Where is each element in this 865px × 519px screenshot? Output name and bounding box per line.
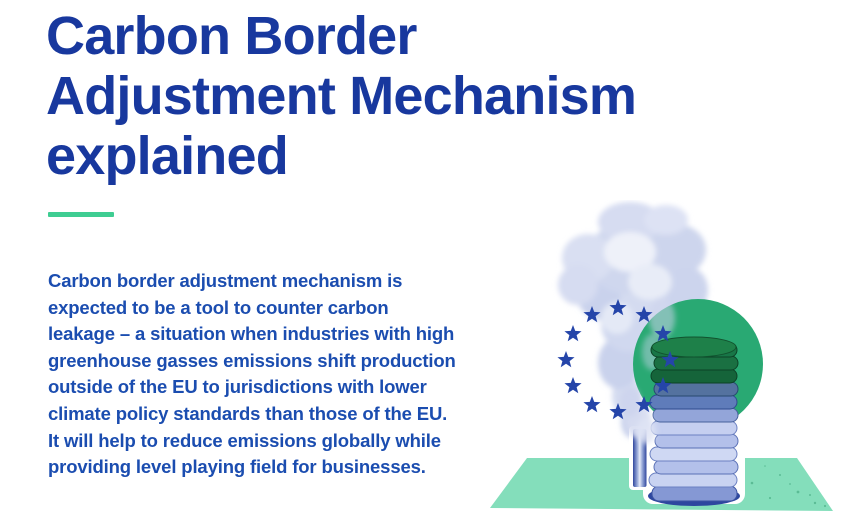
paragraph-line: expected to be a tool to counter carbon (48, 296, 389, 318)
accent-divider (48, 212, 114, 217)
top-coin-face (652, 337, 736, 357)
coin-stack (648, 337, 740, 506)
eu-star-icon (564, 377, 581, 393)
paragraph-line: climate policy standards than those of the EU. (48, 402, 448, 424)
cbam-illustration (480, 200, 865, 519)
paragraph-line: providing level playing field for businesses. (48, 456, 426, 478)
eu-star-icon (557, 351, 574, 367)
title-line-1: Carbon Border (46, 6, 417, 66)
intro-paragraph (48, 268, 518, 481)
title-line-3: explained (46, 126, 288, 186)
paragraph-line: greenhouse gasses emissions shift production (48, 349, 456, 371)
eu-star-icon (564, 325, 581, 341)
page-title (46, 6, 706, 186)
paragraph-line: It will help to reduce emissions globally while (48, 429, 441, 451)
paragraph-line: outside of the EU to jurisdictions with lower (48, 376, 427, 398)
paragraph-line: Carbon border adjustment mechanism is (48, 270, 403, 291)
eu-star-icon (583, 396, 600, 412)
title-line-2: Adjustment Mechanism (46, 66, 637, 126)
paragraph-line: leakage – a situation when industries with high (48, 323, 455, 345)
